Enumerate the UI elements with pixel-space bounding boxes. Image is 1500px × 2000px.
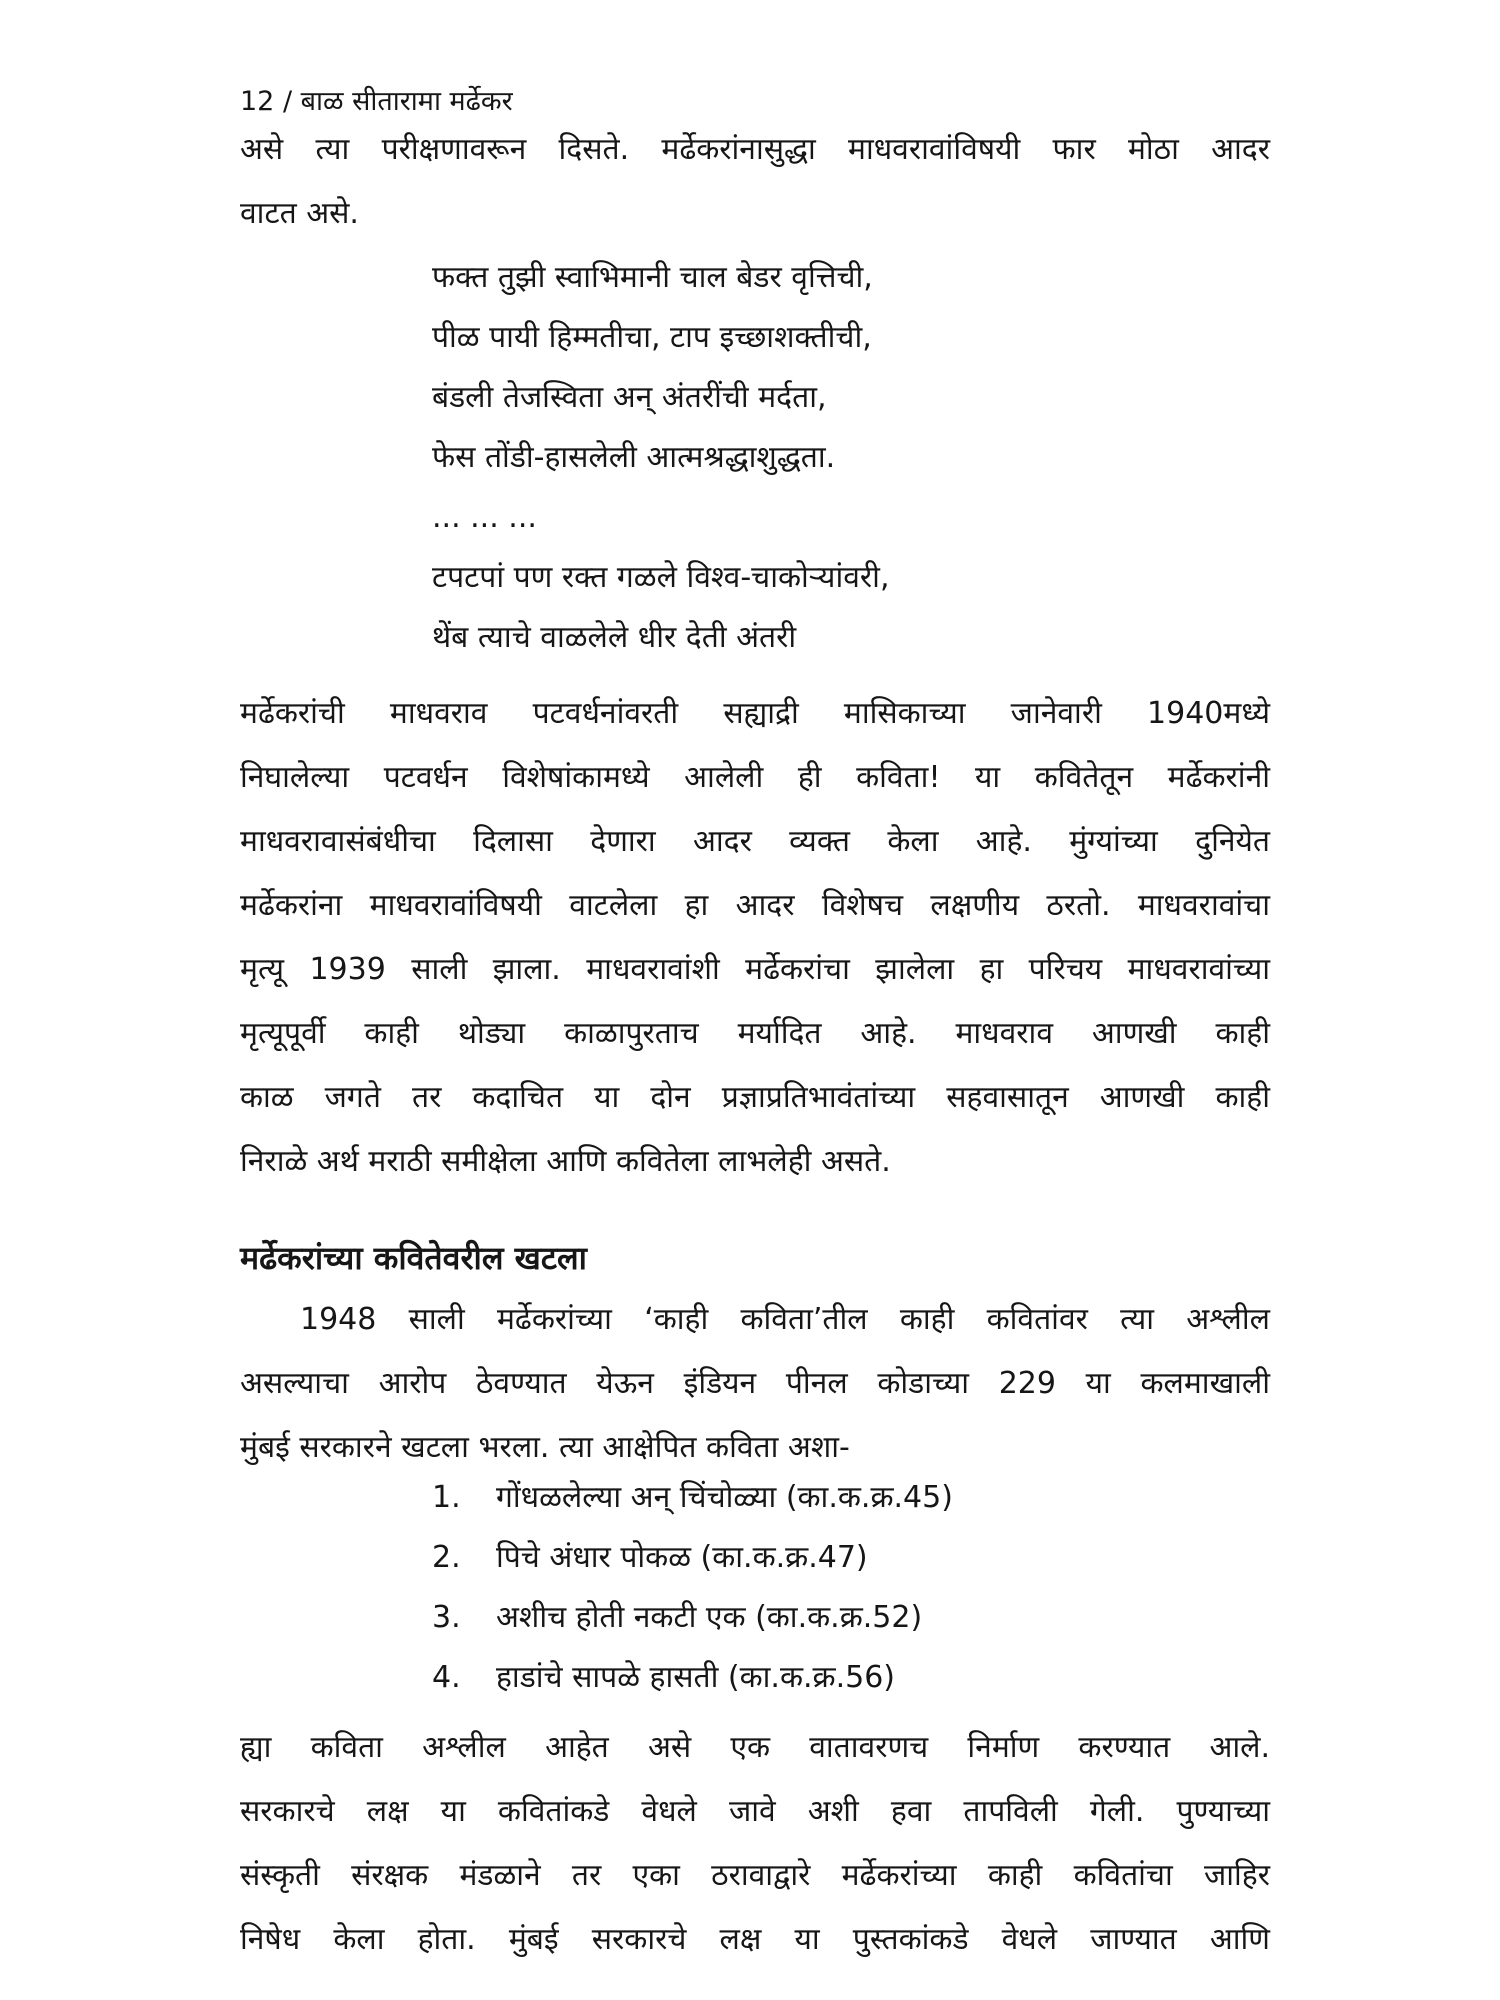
poem-line: थेंब त्याचे वाळलेले धीर देती अंतरी	[432, 620, 797, 655]
list-text: हाडांचे सापळे हासती (का.क.क्र.56)	[496, 1660, 895, 1695]
list-number: 1.	[432, 1480, 461, 1515]
section-heading: मर्ढेकरांच्या कवितेवरील खटला	[240, 1239, 587, 1277]
text-line: मृत्यूपूर्वी काही थोड्या काळापुरताच मर्यादित आहे. माधवराव आणखी काही	[240, 1016, 1270, 1051]
text-line: मृत्यू 1939 साली झाला. माधवरावांशी मर्ढेकरांचा झालेला हा परिचय माधवरावांच्या	[240, 952, 1270, 987]
text-line: माधवरावासंबंधीचा दिलासा देणारा आदर व्यक्त केला आहे. मुंग्यांच्या दुनियेत	[240, 824, 1270, 859]
text-line: असल्याचा आरोप ठेवण्यात येऊन इंडियन पीनल कोडाच्या 229 या कलमाखाली	[240, 1366, 1270, 1401]
intro-paragraph	[240, 118, 1270, 246]
list-text: पिचे अंधार पोकळ (का.क.क्र.47)	[496, 1540, 868, 1575]
text-line: निघालेल्या पटवर्धन विशेषांकामध्ये आलेली ही कविता! या कवितेतून मर्ढेकरांनी	[240, 760, 1270, 795]
list-number: 2.	[432, 1540, 461, 1575]
text-line: असे त्या परीक्षणावरून दिसते. मर्ढेकरांनासुद्धा माधवरावांविषयी फार मोठा आदर	[240, 132, 1270, 167]
list-number: 3.	[432, 1600, 461, 1635]
list-item	[432, 1468, 953, 1528]
list-text: गोंधळलेल्या अन् चिंचोळ्या (का.क.क्र.45)	[496, 1480, 953, 1515]
text-line: सरकारचे लक्ष या कवितांकडे वेधले जावे अशी हवा तापविली गेली. पुण्याच्या	[240, 1794, 1270, 1829]
poem-block	[432, 248, 889, 668]
text-line: वाटत असे.	[240, 196, 359, 231]
body-paragraph	[240, 682, 1270, 1194]
section-intro-paragraph	[240, 1288, 1270, 1480]
closing-paragraph	[240, 1716, 1270, 1972]
text-line: ह्या कविता अश्लील आहेत असे एक वातावरणच निर्माण करण्यात आले.	[240, 1730, 1270, 1765]
running-head: 12 / बाळ सीतारामा मर्ढेकर	[240, 86, 513, 117]
text-line: संस्कृती संरक्षक मंडळाने तर एका ठरावाद्वारे मर्ढेकरांच्या काही कवितांचा जाहिर	[240, 1858, 1270, 1893]
poem-ellipsis: ... ... ...	[432, 500, 537, 535]
text-line: निराळे अर्थ मराठी समीक्षेला आणि कवितेला लाभलेही असते.	[240, 1144, 891, 1179]
list-number: 4.	[432, 1660, 461, 1695]
text-line: मर्ढेकरांची माधवराव पटवर्धनांवरती सह्याद्री मासिकाच्या जानेवारी 1940मध्ये	[240, 696, 1270, 731]
text-line: निषेध केला होता. मुंबई सरकारचे लक्ष या पुस्तकांकडे वेधले जाण्यात आणि	[240, 1922, 1270, 1957]
text-line: मुंबई सरकारने खटला भरला. त्या आक्षेपित कविता अशा-	[240, 1430, 850, 1465]
poem-line: टपटपां पण रक्त गळले विश्व-चाकोऱ्यांवरी,	[432, 560, 890, 595]
list-item	[432, 1588, 953, 1648]
poem-line: फेस तोंडी-हासलेली आत्मश्रद्धाशुद्धता.	[432, 440, 836, 475]
poem-line: बंडली तेजस्विता अन् अंतरींची मर्दता,	[432, 380, 827, 415]
text-line: 1948 साली मर्ढेकरांच्या ‘काही कविता’तील काही कवितांवर त्या अश्लील	[300, 1302, 1270, 1337]
text-line: मर्ढेकरांना माधवरावांविषयी वाटलेला हा आदर विशेषच लक्षणीय ठरतो. माधवरावांचा	[240, 888, 1270, 923]
list-item	[432, 1648, 953, 1708]
list-item	[432, 1528, 953, 1588]
list-text: अशीच होती नकटी एक (का.क.क्र.52)	[496, 1600, 923, 1635]
poem-list	[432, 1468, 953, 1708]
poem-line: पीळ पायी हिम्मतीचा, टाप इच्छाशक्तीची,	[432, 320, 872, 355]
text-line: काळ जगते तर कदाचित या दोन प्रज्ञाप्रतिभावंतांच्या सहवासातून आणखी काही	[240, 1080, 1270, 1115]
poem-line: फक्त तुझी स्वाभिमानी चाल बेडर वृत्तिची,	[432, 260, 873, 295]
